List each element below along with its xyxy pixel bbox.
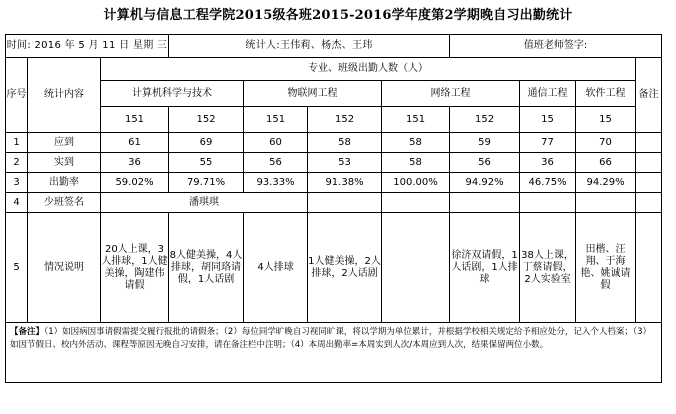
class-cell: 152 [450,107,520,133]
row-label: 情况说明 [28,213,101,323]
class-cell: 152 [308,107,382,133]
remark-cell [636,153,662,173]
value-cell: 36 [520,153,576,173]
value-cell: 56 [450,153,520,173]
value-cell: 70 [576,133,636,153]
note-cell [6,323,662,383]
empty-cell [308,193,382,213]
value-cell: 66 [576,153,636,173]
attendance-table [5,34,662,383]
value-cell: 53 [308,153,382,173]
group-header: 专业、班级出勤人数（人） [101,58,636,81]
situation-cell: 4人排球 [244,213,308,323]
sign-row [6,193,662,213]
note-text: （1）如因病因事请假需提交履行报批的请假条；（2）每位同学旷晚自习视同旷课，将以学期为单位累计，并根据学校相关规定给予相应处分，记入个人档案；（3）如因节假日、校内外活动、课程等原因无晚自习安排，请在备注栏中注明；（4）本周出勤率=本周实到人次/本周应到人次，结果保留两位小数。 [10,327,651,350]
class-cell: 15 [576,107,636,133]
date-cell: 时间: 2016 年 5 月 11 日 星期 三 [6,35,169,58]
classes-row [6,107,662,133]
remark-cell [636,173,662,193]
remark-cell [636,193,662,213]
value-cell: 60 [244,133,308,153]
value-cell: 58 [382,133,450,153]
value-cell: 55 [169,153,244,173]
value-cell: 36 [101,153,169,173]
major-cell: 通信工程 [520,81,576,107]
situation-cell: 38人上课，丁蔡请假，2人实验室 [520,213,576,323]
seq-header: 序号 [6,58,28,133]
class-cell: 151 [244,107,308,133]
note-row [6,323,662,383]
seq-cell: 5 [6,213,28,323]
major-cell: 物联网工程 [244,81,382,107]
situation-cell: 8人健美操，4人排球，胡同珞请假，1人话剧 [169,213,244,323]
value-cell: 56 [244,153,308,173]
rate-cell: 79.71% [169,173,244,193]
major-cell: 网络工程 [382,81,520,107]
table-row [6,153,662,173]
rate-cell: 94.92% [450,173,520,193]
class-cell: 15 [520,107,576,133]
value-cell: 58 [382,153,450,173]
situation-cell [382,213,450,323]
situation-cell: 20人上课，3人排球，1人健美操，陶建伟请假 [101,213,169,323]
header-group-row [6,58,662,81]
major-cell: 计算机科学与技术 [101,81,244,107]
class-cell: 151 [101,107,169,133]
major-cell: 软件工程 [576,81,636,107]
value-cell: 59 [450,133,520,153]
empty-cell [520,193,576,213]
counters-cell: 统计人:王伟莉、杨杰、王玮 [169,35,450,58]
value-cell: 61 [101,133,169,153]
row-label: 实到 [28,153,101,173]
value-cell: 69 [169,133,244,153]
info-row [6,35,662,58]
seq-cell: 4 [6,193,28,213]
page-title: 计算机与信息工程学院2015级各班2015-2016学年度第2学期晚自习出勤统计 [103,8,573,23]
situation-row [6,213,662,323]
situation-cell: 田楷、汪翔、于海艳、姚诚请假 [576,213,636,323]
remark-cell [636,213,662,323]
table-row [6,133,662,153]
class-cell: 151 [382,107,450,133]
row-label: 应到 [28,133,101,153]
rate-cell: 59.02% [101,173,169,193]
rate-cell: 91.38% [308,173,382,193]
value-cell: 77 [520,133,576,153]
row-label: 少班签名 [28,193,101,213]
teacher-sign-cell: 值班老师签字: [450,35,662,58]
rate-cell: 46.75% [520,173,576,193]
note-label: 【备注】 [10,327,45,337]
seq-cell: 1 [6,133,28,153]
class-cell: 152 [169,107,244,133]
empty-cell [382,193,450,213]
seq-cell: 3 [6,173,28,193]
remark-header: 备注 [636,58,662,133]
empty-cell [450,193,520,213]
monitor-signature: 潘琪琪 [101,193,308,213]
situation-cell: 徐济双请假，1人话剧，1人排球 [450,213,520,323]
rate-cell: 94.29% [576,173,636,193]
stat-header: 统计内容 [28,58,101,133]
remark-cell [636,133,662,153]
empty-cell [576,193,636,213]
seq-cell: 2 [6,153,28,173]
row-label: 出勤率 [28,173,101,193]
table-row [6,173,662,193]
majors-row [6,81,662,107]
value-cell: 58 [308,133,382,153]
rate-cell: 100.00% [382,173,450,193]
rate-cell: 93.33% [244,173,308,193]
situation-cell: 1人健美操，2人排球，2人话剧 [308,213,382,323]
